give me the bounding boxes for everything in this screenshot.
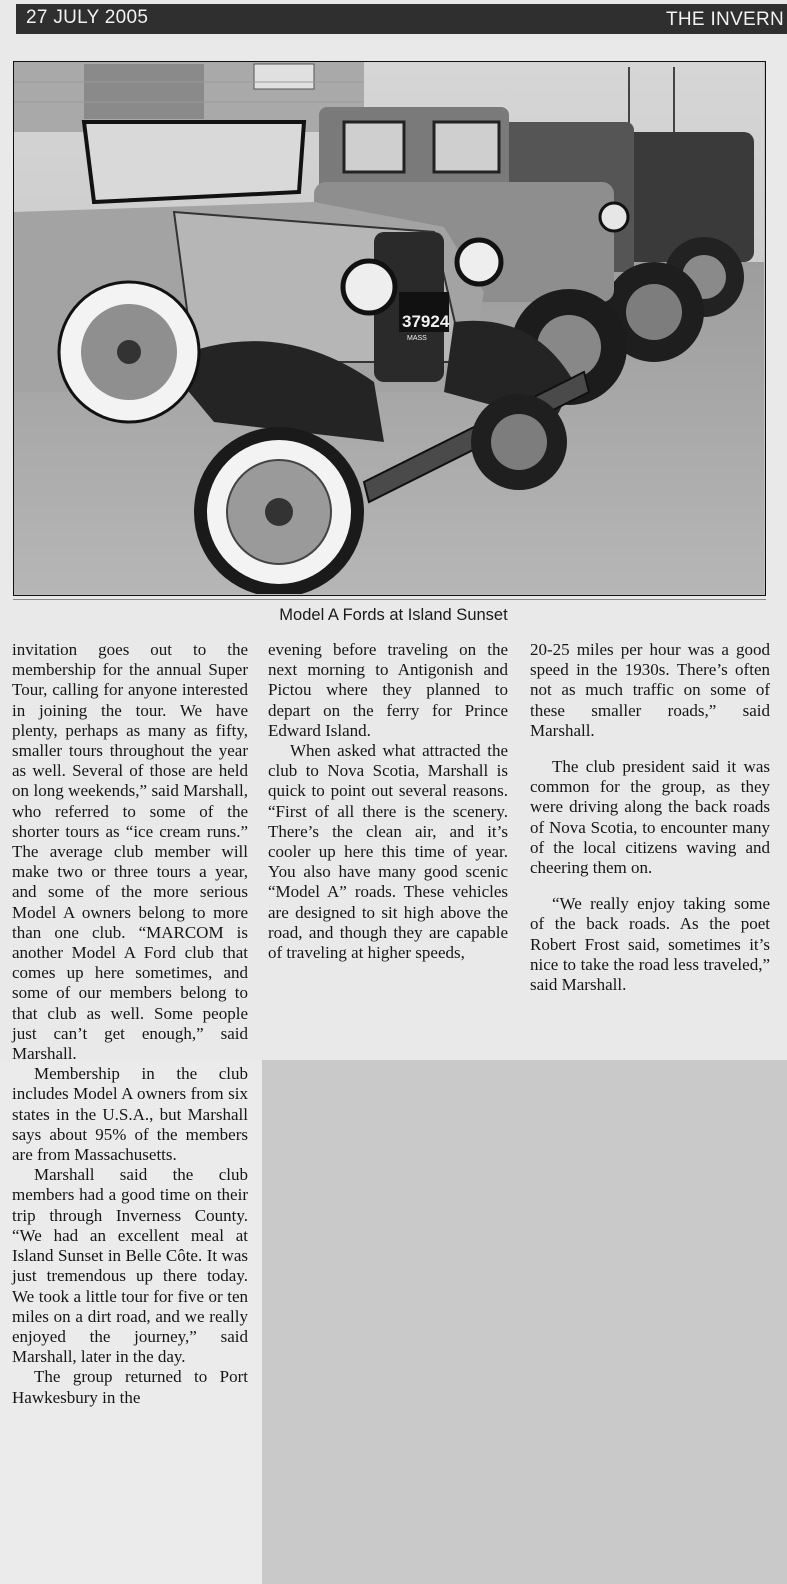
article-paragraph: “We really enjoy taking some of the back roads. As the poet Robert Frost said, sometimes it’s nice to take the road less traveled,” said Marshall. bbox=[530, 894, 770, 995]
photo-divider bbox=[13, 599, 766, 600]
article-paragraph: Marshall said the club members had a good time on their trip through Inverness County. “We had an excellent meal at Island Sunset in Belle Côte. It was just tremendous up there today. We took a little tour for five or ten miles on a dirt road, and we really enjoyed the journey,” said Marshall, later in the day. bbox=[12, 1165, 248, 1367]
article-paragraph: evening before traveling on the next morning to Antigonish and Pictou where they planned to depart on the ferry for Prince Edward Island. bbox=[268, 640, 508, 740]
article-paragraph: The group returned to Port Hawkesbury in the bbox=[12, 1367, 248, 1407]
model-a-fords-photo bbox=[13, 61, 766, 596]
newspaper-name: THE INVERN bbox=[666, 9, 785, 30]
article-paragraph: 20-25 miles per hour was a good speed in the 1930s. There’s often not as much traffic on some of these smaller roads,” said Marshall. bbox=[530, 640, 770, 740]
article-column-2 bbox=[268, 640, 508, 963]
article-paragraph: invitation goes out to the membership for the annual Super Tour, calling for anyone interested in joining the tour. We have plenty, perhaps as many as fifty, smaller tours throughout the year as well. Several of those are held on long weekends,” said Marshall, who referred to some of the shorter tours as “ice cream runs.” The average club member will make two or three tours a year, and some of the more serious Model A owners belong to more than one club. “MARCOM is another Model A Ford club that comes up here sometimes, and some of our members belong to that club as well. Some people just can’t get enough,” said Marshall. bbox=[12, 640, 248, 1064]
article-column-1 bbox=[12, 640, 248, 1408]
empty-grey-area bbox=[262, 1060, 787, 1584]
issue-date: 27 JULY 2005 bbox=[26, 7, 149, 28]
photo-caption: Model A Fords at Island Sunset bbox=[279, 606, 508, 624]
article-column-3 bbox=[530, 640, 770, 995]
article-paragraph: When asked what attracted the club to Nova Scotia, Marshall is quick to point out several reasons. “First of all there is the scenery. There’s the clean air, and it’s cooler up here this time of year. You also have many good scenic “Model A” roads. These vehicles are designed to sit high above the road, and though they are capable of traveling at higher speeds, bbox=[268, 741, 508, 963]
license-plate-state: MASS bbox=[407, 335, 427, 342]
article-paragraph: Membership in the club includes Model A owners from six states in the U.S.A., but Marshall says about 95% of the members are from Massachusetts. bbox=[12, 1064, 248, 1165]
newspaper-header-bar bbox=[16, 4, 787, 34]
license-plate-number: 37924 bbox=[402, 312, 450, 331]
article-paragraph: The club president said it was common for the group, as they were driving along the back roads of Nova Scotia, to encounter many of the local citizens waving and cheering them on. bbox=[530, 757, 770, 878]
